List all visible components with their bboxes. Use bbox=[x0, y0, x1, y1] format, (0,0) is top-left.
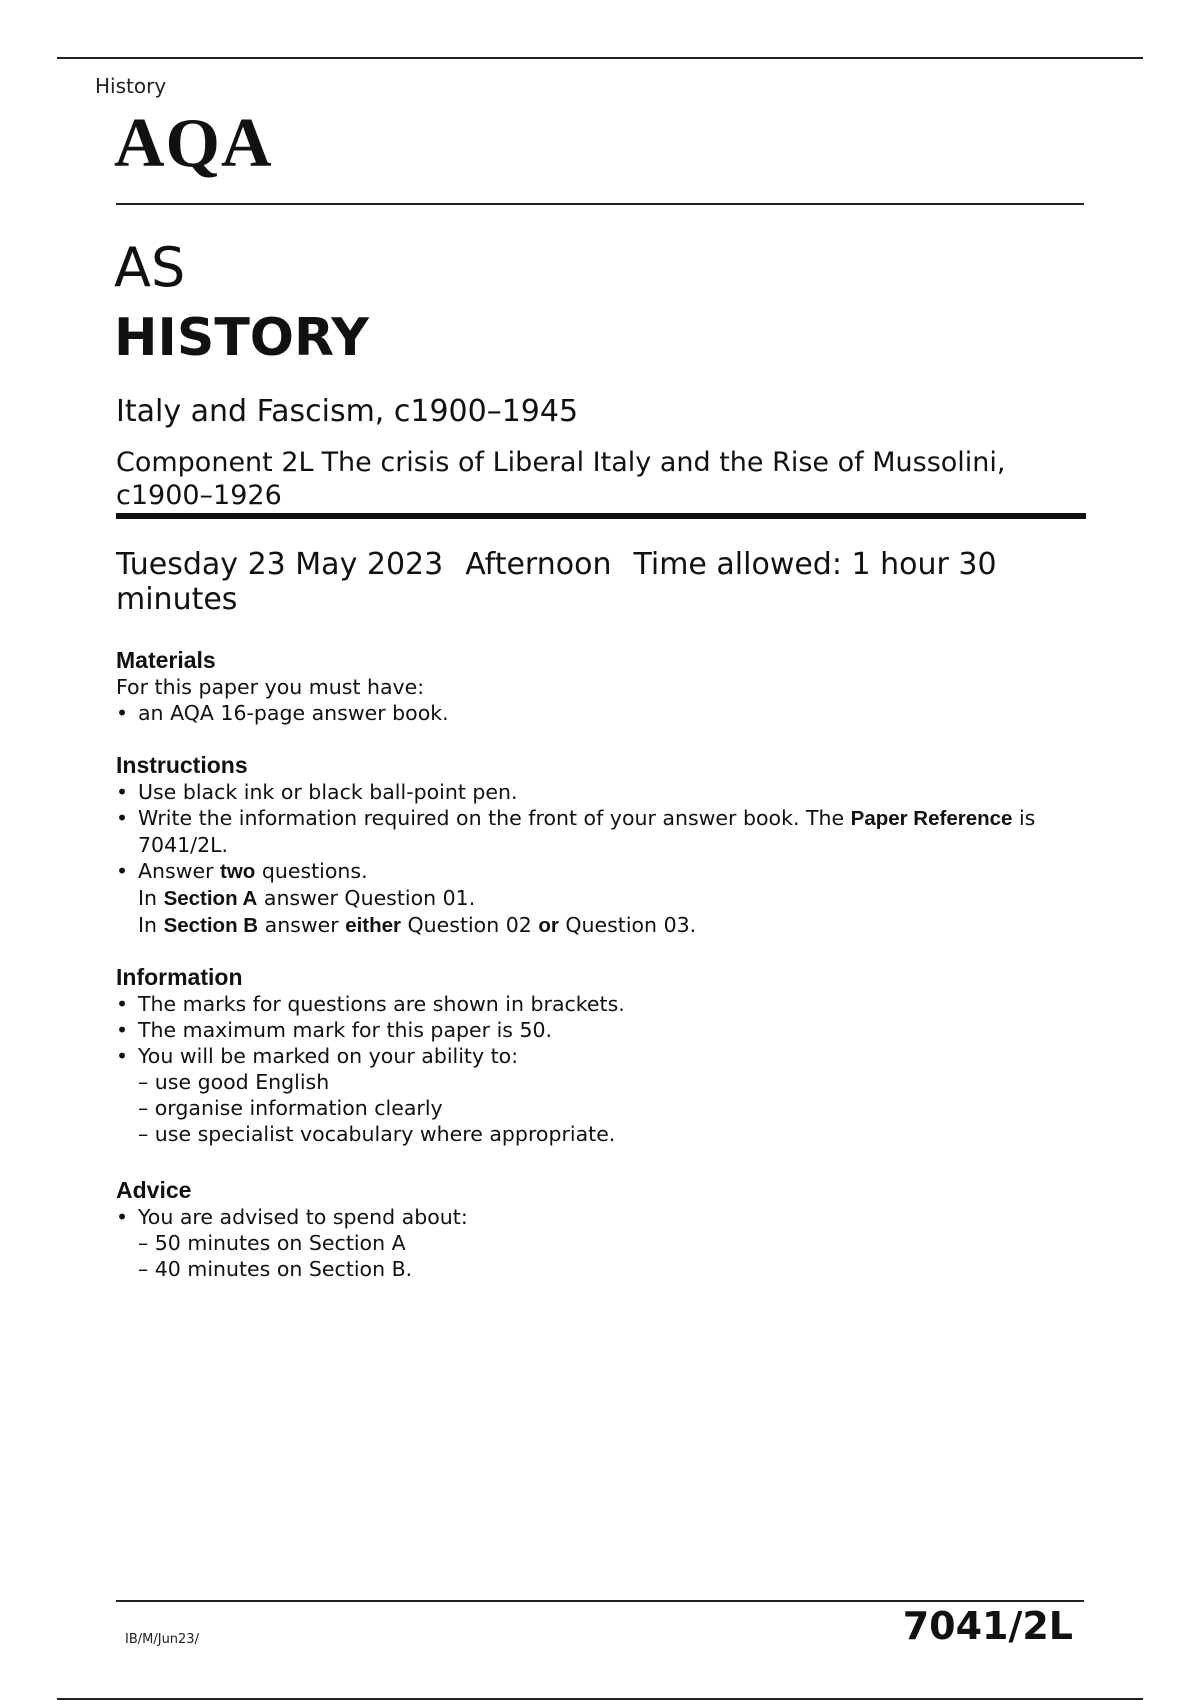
information-heading: Information bbox=[116, 964, 243, 990]
materials-list bbox=[116, 700, 1076, 726]
paper-title: Italy and Fascism, c1900–1945 bbox=[116, 394, 579, 429]
instruction-text: Question 03. bbox=[558, 913, 697, 937]
instruction-emphasis: or bbox=[538, 914, 559, 937]
information-section bbox=[116, 964, 1076, 1147]
advice-sub-item: – 50 minutes on Section A bbox=[138, 1231, 406, 1255]
aqa-logo: AQA bbox=[114, 105, 273, 182]
advice-section bbox=[116, 1177, 1076, 1282]
advice-item: • You are advised to spend about: bbox=[116, 1204, 1076, 1230]
information-sub-item: – use good English bbox=[138, 1070, 330, 1094]
footer-divider bbox=[116, 1600, 1084, 1602]
instruction-emphasis: two bbox=[220, 860, 256, 883]
instruction-text: answer bbox=[258, 913, 346, 937]
time-allowed: Time allowed: 1 hour 30 minutes bbox=[116, 547, 997, 617]
exam-details bbox=[116, 547, 1076, 617]
instructions-section bbox=[116, 752, 1076, 939]
information-item: • The maximum mark for this paper is 50. bbox=[116, 1017, 1076, 1043]
instruction-emphasis: either bbox=[345, 914, 402, 937]
section-a-instruction bbox=[116, 885, 1076, 912]
instruction-text: In bbox=[138, 913, 164, 937]
instruction-item bbox=[116, 858, 1076, 885]
instruction-emphasis: Paper Reference bbox=[850, 807, 1013, 830]
instruction-item bbox=[116, 805, 1076, 858]
subject-title: HISTORY bbox=[114, 308, 369, 368]
document-label: History bbox=[95, 74, 167, 98]
title-divider bbox=[116, 513, 1086, 519]
paper-code: 7041/2L bbox=[902, 1604, 1073, 1648]
materials-section bbox=[116, 647, 1076, 726]
page-top-rule bbox=[57, 57, 1143, 59]
advice-heading: Advice bbox=[116, 1177, 192, 1203]
information-sub-item: – organise information clearly bbox=[138, 1096, 443, 1120]
advice-list bbox=[116, 1204, 1076, 1230]
advice-sub-item: – 40 minutes on Section B. bbox=[138, 1257, 413, 1281]
instructions-list bbox=[116, 779, 1076, 885]
instruction-text: In bbox=[138, 886, 164, 910]
component-title bbox=[116, 446, 1076, 512]
instruction-text: answer Question 01. bbox=[257, 886, 476, 910]
section-b-instruction bbox=[116, 912, 1076, 939]
information-item: • The marks for questions are shown in brackets. bbox=[116, 991, 1076, 1017]
instruction-text: Write the information required on the front of your answer book. The bbox=[138, 806, 851, 830]
qualification-level: AS bbox=[114, 236, 186, 299]
instruction-text: Question 02 bbox=[401, 913, 539, 937]
instruction-text: Answer bbox=[138, 859, 221, 883]
instruction-item: • Use black ink or black ball-point pen. bbox=[116, 779, 1076, 805]
component-name: The crisis of Liberal Italy and the Rise of Mussolini, c1900–1926 bbox=[116, 447, 1006, 511]
exam-session: Afternoon bbox=[465, 547, 612, 582]
component-code: Component 2L bbox=[116, 447, 314, 478]
materials-item: • an AQA 16-page answer book. bbox=[116, 700, 1076, 726]
exam-date: Tuesday 23 May 2023 bbox=[116, 547, 444, 582]
materials-intro: For this paper you must have: bbox=[116, 675, 425, 699]
information-list bbox=[116, 991, 1076, 1069]
materials-heading: Materials bbox=[116, 647, 216, 673]
information-sub-item: – use specialist vocabulary where appropriate. bbox=[138, 1122, 616, 1146]
header-divider bbox=[116, 203, 1084, 205]
instructions-heading: Instructions bbox=[116, 752, 248, 778]
footer-reference: IB/M/Jun23/ bbox=[125, 1632, 199, 1647]
instruction-emphasis: Section B bbox=[163, 914, 259, 937]
information-item: • You will be marked on your ability to: bbox=[116, 1043, 1076, 1069]
instruction-emphasis: Section A bbox=[163, 887, 258, 910]
instruction-text: is 7041/2L. bbox=[138, 806, 1036, 857]
instruction-text: questions. bbox=[255, 859, 368, 883]
